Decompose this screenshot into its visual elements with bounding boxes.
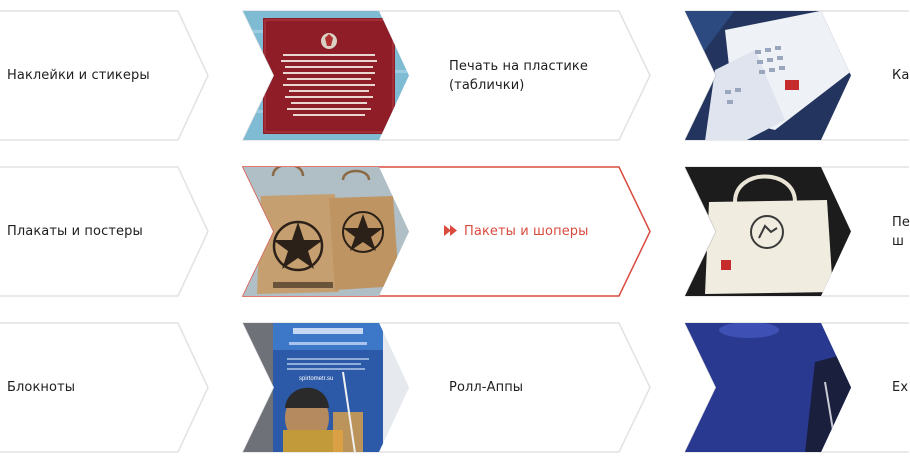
category-label: Наклейки и стикеры	[7, 68, 150, 83]
category-tile-plastic-print[interactable]	[242, 10, 654, 141]
category-tile-bags[interactable]	[242, 166, 654, 297]
category-label: Блокноты	[7, 380, 76, 395]
category-tile-stickers[interactable]	[0, 10, 210, 141]
category-tile-diaries[interactable]	[684, 322, 909, 453]
category-tile-rollups[interactable]	[242, 322, 654, 453]
category-label	[449, 57, 588, 95]
kraft-bags-photo	[243, 166, 411, 297]
category-label-text: Пакеты и шоперы	[464, 224, 589, 239]
category-tile-posters[interactable]	[0, 166, 210, 297]
category-label: Плакаты и постеры	[7, 224, 143, 239]
canvas-shopper-photo	[685, 166, 853, 297]
calendar-photo	[685, 10, 853, 141]
double-arrow-right-icon	[444, 225, 458, 236]
category-tile-printed-bags[interactable]	[684, 166, 910, 297]
category-label: Ex	[892, 380, 909, 395]
category-label: Ка	[892, 68, 910, 83]
plastic-plaque-photo	[243, 10, 411, 141]
category-tile-notebooks[interactable]	[0, 322, 210, 453]
category-label-line2: (таблички)	[449, 78, 525, 93]
diary-photo	[685, 322, 853, 453]
category-label-line1: Пе	[892, 215, 910, 230]
rollup-banner-photo	[243, 322, 411, 453]
category-label-line2: ш	[892, 234, 904, 249]
category-tile-calendars[interactable]	[684, 10, 910, 141]
category-label-active	[444, 222, 589, 241]
category-label	[892, 213, 910, 251]
category-label-line1: Печать на пластике	[449, 59, 588, 74]
rollup-site-text: spirtometr.su	[299, 376, 334, 382]
category-label: Ролл-Аппы	[449, 380, 524, 395]
